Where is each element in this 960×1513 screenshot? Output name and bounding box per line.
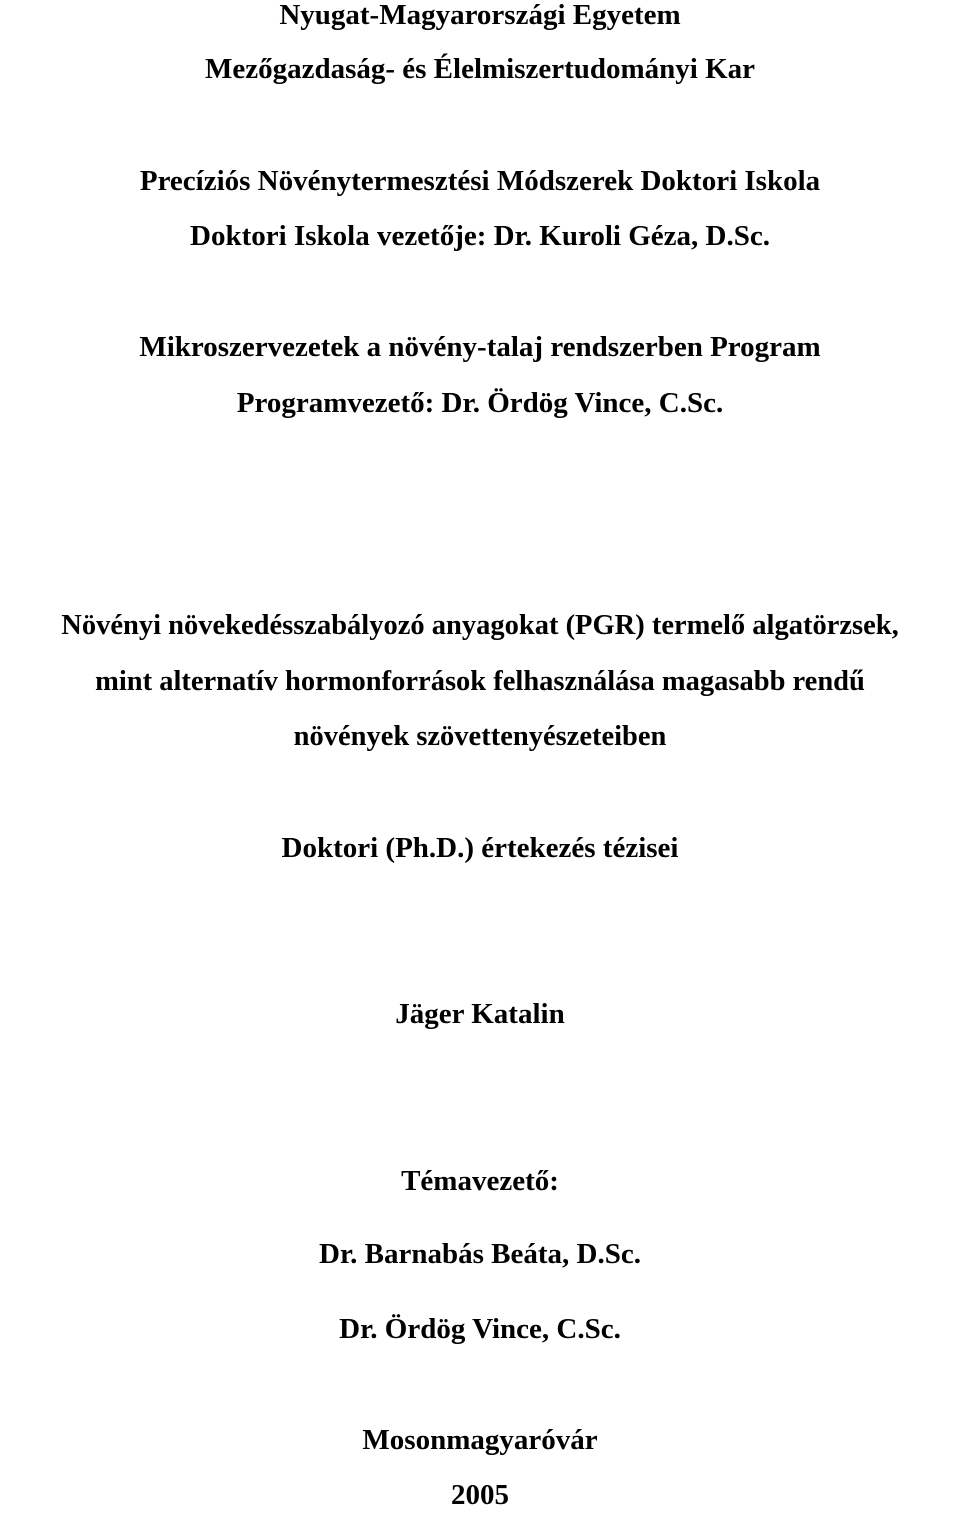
program-name: Mikroszervezetek a növény-talaj rendszerben Program	[139, 331, 821, 363]
faculty-name: Mezőgazdaság- és Élelmiszertudományi Kar	[204, 53, 756, 85]
thesis-type: Doktori (Ph.D.) értekezés tézisei	[281, 832, 679, 864]
year: 2005	[451, 1479, 509, 1511]
thesis-title-line-3: növények szövettenyészeteiben	[293, 721, 667, 752]
doctoral-school-name: Precíziós Növénytermesztési Módszerek Doktori Iskola	[139, 165, 821, 197]
program-leader: Programvezető: Dr. Ördög Vince, C.Sc.	[236, 387, 724, 419]
author-name: Jäger Katalin	[395, 998, 565, 1030]
place: Mosonmagyaróvár	[362, 1424, 598, 1456]
thesis-title-line-1: Növényi növekedésszabályozó anyagokat (PGR) termelő algatörzsek,	[61, 610, 899, 641]
university-name: Nyugat-Magyarországi Egyetem	[279, 0, 681, 31]
doctoral-school-head: Doktori Iskola vezetője: Dr. Kuroli Géza, D.Sc.	[190, 220, 770, 252]
thesis-title-line-2: mint alternatív hormonforrások felhasználása magasabb rendű	[95, 666, 865, 697]
supervisor-label: Témavezető:	[401, 1165, 559, 1197]
supervisor-name-2: Dr. Ördög Vince, C.Sc.	[339, 1313, 621, 1345]
supervisor-name-1: Dr. Barnabás Beáta, D.Sc.	[319, 1238, 641, 1270]
